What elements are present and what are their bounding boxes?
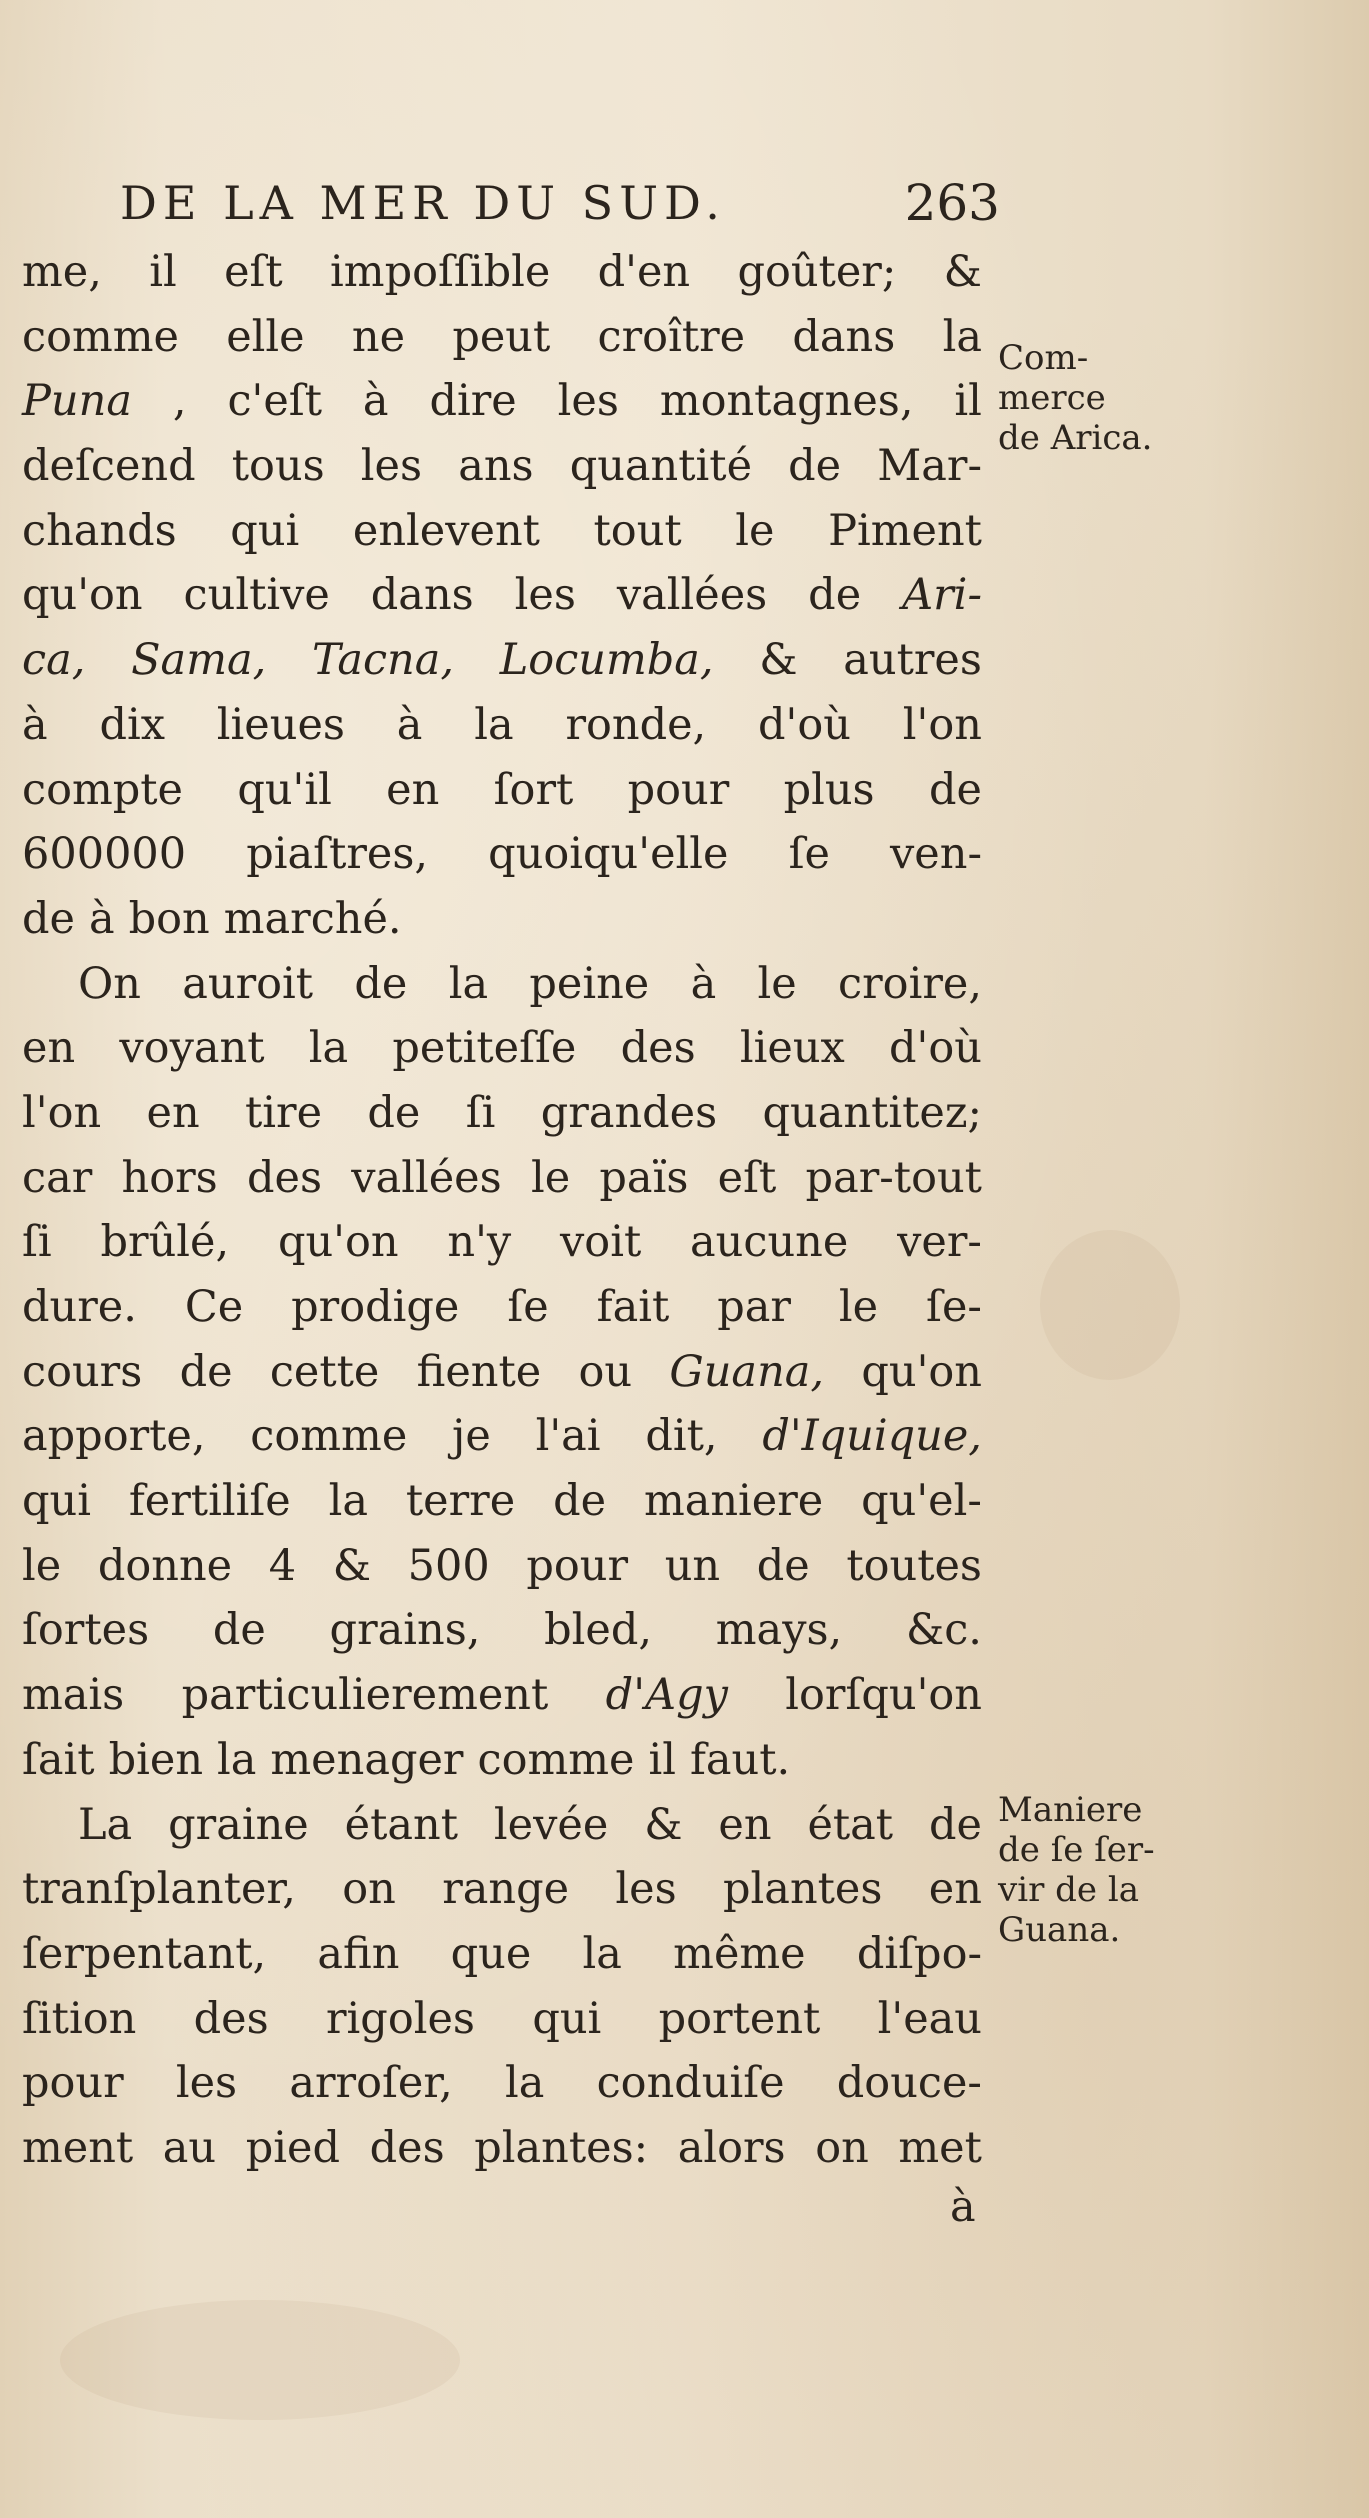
word: donne <box>97 1540 233 1591</box>
word: le <box>838 1282 879 1332</box>
word: d'où <box>758 699 851 750</box>
word: montagnes, <box>659 376 914 427</box>
word: la <box>474 699 514 750</box>
word: on <box>342 1864 396 1915</box>
word: ſe <box>507 1282 549 1332</box>
word: de <box>212 1605 266 1656</box>
word: qu'on <box>22 570 143 621</box>
word: les <box>360 441 423 492</box>
text-line <box>22 952 982 1017</box>
word: brûlé, <box>100 1217 230 1268</box>
word: On <box>78 958 141 1009</box>
word: ronde, <box>565 699 707 750</box>
text-line <box>22 1922 982 1987</box>
text-line <box>22 1728 982 1793</box>
word: autres <box>843 635 982 686</box>
word: il <box>648 1734 676 1785</box>
word: croître <box>597 311 746 362</box>
text-line <box>22 1793 982 1858</box>
word: plantes: <box>474 2122 649 2173</box>
word: la <box>308 1023 349 1074</box>
word: quoiqu'elle <box>488 829 729 880</box>
word: qu'el- <box>861 1476 982 1527</box>
word: croire, <box>838 958 982 1009</box>
word: me, <box>22 247 102 297</box>
text-line <box>22 628 982 693</box>
word: la <box>328 1476 368 1527</box>
word: l'eau <box>877 1993 982 2044</box>
word: n'y <box>447 1217 512 1268</box>
word: la <box>505 2058 545 2109</box>
text-line <box>22 305 982 370</box>
word: de <box>354 958 408 1009</box>
word: cette <box>269 1346 380 1397</box>
word-italic: Ari- <box>902 570 982 621</box>
word: comme <box>22 311 179 362</box>
word: qui <box>532 1993 602 2044</box>
word-italic: Puna <box>22 376 132 427</box>
word: d'où <box>889 1023 982 1074</box>
word: vallées <box>616 570 768 621</box>
word: que <box>450 1928 532 1979</box>
word: les <box>557 376 619 427</box>
word: & <box>943 247 982 297</box>
text-line <box>22 1404 982 1469</box>
margin-note-line: de ſe ſer- <box>998 1830 1155 1870</box>
word: piaſtres, <box>246 829 429 880</box>
word: de <box>179 1346 233 1397</box>
word: de <box>808 570 862 621</box>
word: étant <box>344 1799 458 1850</box>
text-line <box>22 1081 982 1146</box>
word: ſerpentant, <box>22 1928 267 1979</box>
word: enlevent <box>352 505 540 556</box>
text-line <box>22 1663 982 1728</box>
word: peut <box>452 311 551 362</box>
word: arroſer, <box>289 2058 453 2109</box>
word: en <box>146 1087 200 1138</box>
word: je <box>452 1411 491 1462</box>
word: le <box>735 505 775 556</box>
word: à <box>22 699 48 750</box>
word: dire <box>429 376 517 427</box>
word: afin <box>317 1928 400 1979</box>
word: conduiſe <box>596 2058 785 2109</box>
word: hors <box>121 1152 218 1203</box>
word: tire <box>245 1087 323 1138</box>
word: l'on <box>902 699 982 750</box>
word: les <box>615 1864 677 1915</box>
word: ſortes <box>22 1605 150 1656</box>
word: ſition <box>22 1993 137 2044</box>
word: bien <box>108 1734 204 1785</box>
word: c'eſt <box>227 376 322 427</box>
word: particulierement <box>181 1670 549 1721</box>
margin-note-line: de Arica. <box>998 418 1153 458</box>
word: range <box>442 1864 570 1915</box>
text-line <box>22 1469 982 1534</box>
word: bon <box>128 893 210 944</box>
word: de <box>929 1799 982 1850</box>
word: toutes <box>846 1540 982 1591</box>
text-line <box>22 693 982 758</box>
word: quantitez; <box>762 1087 982 1138</box>
word: d'en <box>597 247 691 297</box>
word: lieux <box>739 1023 845 1074</box>
word: de <box>367 1087 421 1138</box>
catchword: à <box>950 2182 976 2232</box>
word: dans <box>370 570 474 621</box>
word: Mar- <box>877 441 982 492</box>
word: fertiliſe <box>128 1476 291 1527</box>
word: & <box>644 1799 683 1850</box>
word: à <box>690 958 717 1009</box>
word: l'on <box>22 1087 102 1138</box>
word: comme <box>250 1411 408 1462</box>
text-line <box>22 1275 982 1340</box>
word: mais <box>22 1670 125 1721</box>
word: ſe- <box>926 1282 982 1332</box>
word: fait <box>596 1282 670 1332</box>
word: auroit <box>182 958 314 1009</box>
word: 4 <box>268 1540 297 1591</box>
word: graine <box>168 1799 309 1850</box>
word: portent <box>658 1993 821 2044</box>
word: eſt <box>717 1152 777 1203</box>
word: tranſplanter, <box>22 1864 296 1915</box>
word: La <box>78 1799 133 1850</box>
word: comme <box>477 1734 635 1785</box>
word: cultive <box>183 570 330 621</box>
word: des <box>193 1993 269 2044</box>
word: dit, <box>645 1411 718 1462</box>
word: pied <box>245 2122 340 2173</box>
word: 500 <box>407 1540 490 1591</box>
word: en <box>386 764 440 815</box>
word: il <box>954 376 982 427</box>
body-text <box>22 240 982 2181</box>
text-line <box>22 369 982 434</box>
word: à <box>88 893 115 944</box>
text-line <box>22 758 982 823</box>
word: prodige <box>291 1282 460 1332</box>
word: terre <box>405 1476 516 1527</box>
word: diſpo- <box>856 1928 982 1979</box>
word: dure. <box>22 1282 137 1332</box>
text-line <box>22 887 982 952</box>
running-title: DE LA MER DU SUD. <box>120 176 726 230</box>
word: fiente <box>416 1346 542 1397</box>
word: tout <box>593 505 682 556</box>
word: voyant <box>119 1023 265 1074</box>
word: petiteſſe <box>392 1023 577 1074</box>
margin-note-line: vir de la <box>998 1870 1139 1910</box>
word: chands <box>22 505 177 556</box>
word: goûter; <box>737 247 897 297</box>
margin-note-commerce <box>998 338 1153 458</box>
word: l'ai <box>535 1411 601 1462</box>
word: pour <box>627 764 730 815</box>
word: lieues <box>216 699 345 750</box>
word: même <box>673 1928 806 1979</box>
word-italic: d'Agy <box>605 1670 728 1721</box>
word: eſt <box>224 247 283 297</box>
word: qu'on <box>277 1217 399 1268</box>
word: ſait <box>22 1734 95 1785</box>
word: mays, <box>715 1605 843 1656</box>
word: ſort <box>493 764 574 815</box>
text-line <box>22 1534 982 1599</box>
word: en <box>22 1023 76 1074</box>
word: lorſqu'on <box>785 1670 982 1721</box>
word: les <box>175 2058 238 2109</box>
word: de <box>553 1476 607 1527</box>
word: quantité <box>569 441 753 492</box>
word: les <box>514 570 576 621</box>
word: &c. <box>905 1605 982 1656</box>
word: cours <box>22 1346 143 1397</box>
word: païs <box>599 1152 689 1203</box>
word: ans <box>458 441 534 492</box>
word: vallées <box>351 1152 502 1203</box>
word: levée <box>493 1799 609 1850</box>
text-line <box>22 1598 982 1663</box>
text-line <box>22 1210 982 1275</box>
word: ven- <box>890 829 982 880</box>
word: maniere <box>643 1476 824 1527</box>
page-header <box>120 168 1000 238</box>
word: le <box>757 958 797 1009</box>
word: au <box>162 2122 217 2173</box>
text-line <box>22 240 982 305</box>
word: grandes <box>540 1087 718 1138</box>
word: deſcend <box>22 441 196 492</box>
text-line <box>22 1987 982 2052</box>
word: qu'on <box>861 1346 982 1397</box>
word: des <box>620 1023 696 1074</box>
word: alors <box>677 2122 786 2173</box>
word: par <box>717 1282 791 1332</box>
word: le <box>530 1152 571 1203</box>
margin-note-line: Com- <box>998 338 1089 378</box>
word: plus <box>783 764 875 815</box>
word: par-tout <box>805 1152 982 1203</box>
margin-note-guana <box>998 1790 1155 1950</box>
word: faut. <box>689 1734 791 1785</box>
margin-note-line: Maniere <box>998 1790 1143 1830</box>
word: pour <box>22 2058 124 2109</box>
word: de <box>928 764 982 815</box>
paper-stain <box>60 2300 460 2420</box>
word: la <box>582 1928 622 1979</box>
word: à <box>396 699 423 750</box>
word: qui <box>22 1476 91 1527</box>
text-line <box>22 499 982 564</box>
text-line <box>22 1857 982 1922</box>
word: en <box>928 1864 982 1915</box>
word: la <box>217 1734 257 1785</box>
word: dans <box>792 311 896 362</box>
text-line <box>22 1340 982 1405</box>
word-italic: Guana, <box>669 1346 825 1397</box>
text-line <box>22 822 982 887</box>
word: car <box>22 1152 93 1203</box>
text-line <box>22 2051 982 2116</box>
word: elle <box>226 311 305 362</box>
word: dix <box>99 699 165 750</box>
word-italic: ca, <box>22 635 86 686</box>
word: & <box>332 1540 372 1591</box>
word: ment <box>22 2122 134 2173</box>
paper-stain <box>1040 1230 1180 1380</box>
text-line <box>22 434 982 499</box>
word: rigoles <box>326 1993 475 2044</box>
word: apporte, <box>22 1411 206 1462</box>
word: on <box>815 2122 869 2173</box>
word: menager <box>270 1734 464 1785</box>
word: ou <box>578 1346 633 1397</box>
word: Piment <box>828 505 982 556</box>
word: marché. <box>223 893 402 944</box>
word: le <box>22 1540 62 1591</box>
word: la <box>942 311 982 362</box>
word: voit <box>560 1217 642 1268</box>
word: aucune <box>690 1217 849 1268</box>
word: des <box>247 1152 323 1203</box>
word: des <box>369 2122 445 2173</box>
margin-note-line: Guana. <box>998 1910 1121 1950</box>
word: la <box>448 958 489 1009</box>
word-italic: d'Iquique, <box>762 1411 982 1462</box>
word: plantes <box>723 1864 883 1915</box>
word-italic: Tacna, <box>311 635 455 686</box>
word: à <box>362 376 389 427</box>
text-line <box>22 563 982 628</box>
word: il <box>149 247 177 297</box>
word: ver- <box>897 1217 982 1268</box>
word: met <box>898 2122 982 2173</box>
word: ſe <box>788 829 830 880</box>
word: pour <box>526 1540 629 1591</box>
text-line <box>22 1016 982 1081</box>
word: impoſſible <box>330 247 551 297</box>
text-line <box>22 1146 982 1211</box>
word: tous <box>231 441 325 492</box>
word: de <box>788 441 842 492</box>
word: grains, <box>329 1605 481 1656</box>
word: peine <box>529 958 650 1009</box>
word: de <box>22 893 75 944</box>
word: ne <box>351 311 406 362</box>
text-line <box>22 2116 982 2181</box>
word: 600000 <box>22 829 187 880</box>
word: en <box>718 1799 772 1850</box>
word: compte <box>22 764 183 815</box>
word: un <box>664 1540 721 1591</box>
word: Ce <box>184 1282 244 1332</box>
word: & <box>759 635 798 686</box>
word-italic: Locumba, <box>499 635 714 686</box>
word: de <box>756 1540 810 1591</box>
word-italic: Sama, <box>131 635 267 686</box>
word: bled, <box>544 1605 653 1656</box>
page-number: 263 <box>904 174 1000 232</box>
word: qui <box>230 505 300 556</box>
word: , <box>172 376 187 427</box>
word: ſi <box>465 1087 496 1138</box>
word: ſi <box>22 1217 52 1268</box>
word: état <box>807 1799 894 1850</box>
word: douce- <box>836 2058 982 2109</box>
word: qu'il <box>237 764 332 815</box>
margin-note-line: merce <box>998 378 1106 418</box>
